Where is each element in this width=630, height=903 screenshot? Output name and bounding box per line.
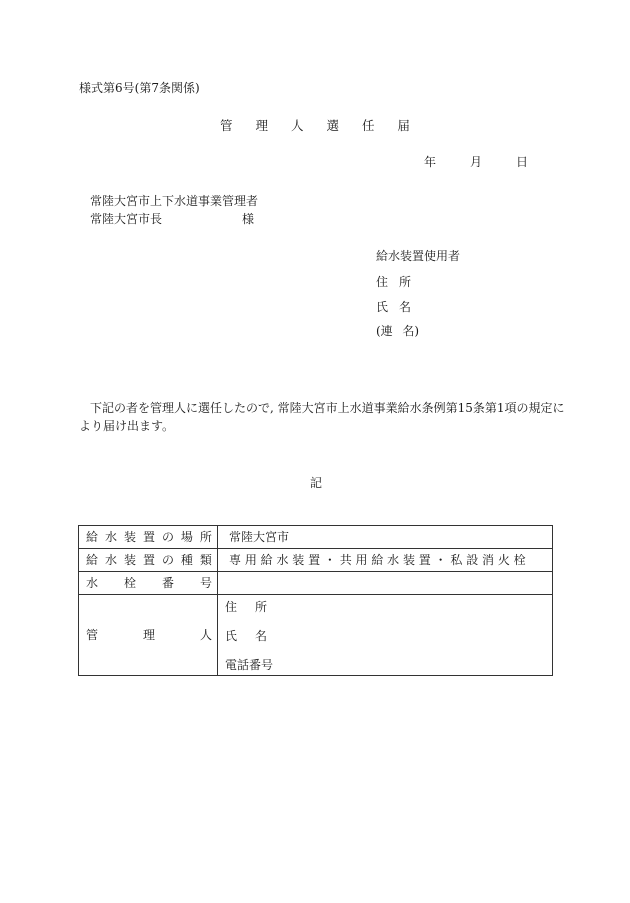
label-char: 理 <box>142 628 155 642</box>
location-value[interactable]: 常陸大宮市 <box>218 526 553 549</box>
label-char: 名) <box>402 324 419 338</box>
applicant-joint-label <box>376 325 419 337</box>
applicant-address-label <box>376 276 411 288</box>
table-row-manager <box>79 595 553 676</box>
label-char: 水 <box>104 530 117 544</box>
date-month: 月 <box>469 155 482 169</box>
date-year: 年 <box>424 155 437 169</box>
label-char: 給 <box>86 553 99 567</box>
label-char: 種 <box>180 553 193 567</box>
label-char: 氏 <box>225 629 238 643</box>
hydrant-label <box>79 572 218 595</box>
label-char: 場 <box>180 530 193 544</box>
manager-details[interactable] <box>218 595 553 676</box>
label-char: 管 <box>86 628 99 642</box>
form-number: 様式第6号(第7条関係) <box>79 81 200 95</box>
title-char: 届 <box>397 118 410 133</box>
title-char: 管 <box>220 118 233 133</box>
label-char: 給 <box>86 530 99 544</box>
document-title <box>220 120 410 133</box>
manager-name-label <box>225 630 267 642</box>
applicant-title: 給水装置使用者 <box>376 249 461 263</box>
type-label <box>79 549 218 572</box>
label-char: 栓 <box>123 576 136 590</box>
date-line <box>424 156 528 168</box>
manager-label <box>79 595 218 676</box>
label-char: 名 <box>254 629 267 643</box>
addressee-line-1: 常陸大宮市上下水道事業管理者 <box>90 194 259 208</box>
title-char: 人 <box>290 118 304 133</box>
label-char: (連 <box>376 324 393 338</box>
record-table <box>78 525 553 676</box>
body-text-line-2: より届け出ます。 <box>79 419 175 433</box>
manager-phone-label: 電話番号 <box>225 658 274 672</box>
label-char: 置 <box>142 530 155 544</box>
label-char: 置 <box>142 553 155 567</box>
title-char: 選 <box>326 118 339 133</box>
label-char: 類 <box>199 553 212 567</box>
table-row-location <box>79 526 553 549</box>
ki-heading: 記 <box>310 476 323 490</box>
applicant-name-label <box>376 301 411 313</box>
label-char: 水 <box>104 553 117 567</box>
label-char: 所 <box>398 275 411 289</box>
label-char: の <box>161 553 174 567</box>
label-char: 所 <box>254 600 267 614</box>
label-char: 水 <box>86 576 99 590</box>
body-text-line-1: 下記の者を管理人に選任したので, 常陸大宮市上水道事業給水条例第15条第1項の規定に <box>90 401 565 415</box>
label-char: の <box>161 530 174 544</box>
label-char: 名 <box>398 300 411 314</box>
label-char: 号 <box>199 576 212 590</box>
label-char: 装 <box>123 530 136 544</box>
manager-address-label <box>225 601 267 613</box>
label-char: 氏 <box>376 300 389 314</box>
label-char: 所 <box>199 530 212 544</box>
addressee-line-2: 常陸大宮市長 <box>90 212 163 226</box>
location-label <box>79 526 218 549</box>
label-char: 住 <box>376 275 389 289</box>
hydrant-value[interactable] <box>218 572 553 595</box>
date-day: 日 <box>515 155 528 169</box>
title-char: 理 <box>255 118 268 133</box>
label-char: 人 <box>199 628 212 642</box>
label-char: 住 <box>225 600 238 614</box>
title-char: 任 <box>361 118 375 133</box>
type-value[interactable]: 専 用 給 水 装 置 ・ 共 用 給 水 装 置 ・ 私 設 消 火 栓 <box>218 549 553 572</box>
table-row-hydrant <box>79 572 553 595</box>
label-char: 番 <box>161 576 174 590</box>
label-char: 装 <box>123 553 136 567</box>
table-row-type <box>79 549 553 572</box>
addressee-honorific: 様 <box>242 212 255 226</box>
